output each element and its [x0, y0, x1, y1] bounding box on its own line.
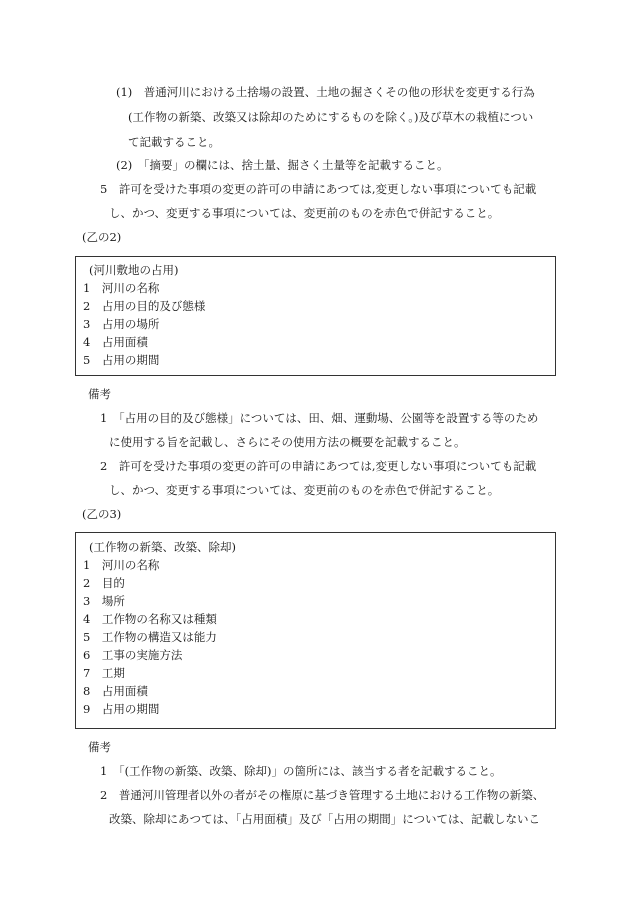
remark-1: 1 「(工作物の新築、改築、除却)」の箇所には、該当する者を記載すること。 — [100, 764, 502, 778]
box-title: (河川敷地の占用) — [89, 263, 179, 277]
form-item: 9 占用の期間 — [83, 702, 160, 716]
remark-2-line-2: 改築、除却にあつては、「占用面積」及び「占用の期間」については、記載しないこ — [109, 812, 541, 826]
note-5-line-2: し、かつ、変更する事項については、変更前のものを赤色で併記すること。 — [109, 206, 500, 220]
form-item: 1 河川の名称 — [83, 558, 160, 572]
item-1-line-3: て記載すること。 — [128, 135, 220, 149]
remark-1-line-2: に使用する旨を記載し、さらにその使用方法の概要を記載すること。 — [109, 435, 466, 449]
item-2: (2) 「摘要」の欄には、捨土量、掘さく土量等を記載すること。 — [116, 158, 449, 172]
form-item: 8 占用面積 — [83, 684, 148, 698]
form-item: 3 場所 — [83, 594, 125, 608]
section-heading-otsu-3: (乙の3) — [82, 507, 122, 521]
remark-2-line-1: 2 普通河川管理者以外の者がその権原に基づき管理する土地における工作物の新築、 — [100, 788, 545, 802]
form-item: 2 目的 — [83, 576, 125, 590]
remark-2-line-1: 2 許可を受けた事項の変更の許可の申請にあつては,変更しない事項についても記載 — [100, 459, 537, 473]
form-item: 5 占用の期間 — [83, 353, 160, 367]
item-1-line-1: (1) 普通河川における土捨場の設置、土地の掘さくその他の形状を変更する行為 — [116, 85, 535, 99]
item-1-line-2: (工作物の新築、改築又は除却のためにするものを除く。)及び草木の栽植につい — [128, 110, 534, 124]
form-box-river-land-occupancy — [75, 256, 556, 376]
form-item: 4 工作物の名称又は種類 — [83, 612, 217, 626]
form-item: 2 占用の目的及び態様 — [83, 299, 206, 313]
remark-1-line-1: 1 「占用の目的及び態様」については、田、畑、運動場、公園等を設置する等のため — [100, 411, 539, 425]
note-5-line-1: 5 許可を受けた事項の変更の許可の申請にあつては,変更しない事項についても記載 — [100, 182, 537, 196]
form-item: 7 工期 — [83, 666, 125, 680]
remarks-heading: 備考 — [88, 387, 111, 401]
form-item: 1 河川の名称 — [83, 281, 160, 295]
form-item: 3 占用の場所 — [83, 317, 160, 331]
form-box-structure-works — [75, 532, 556, 729]
form-item: 4 占用面積 — [83, 335, 148, 349]
form-item: 6 工事の実施方法 — [83, 648, 183, 662]
remarks-heading: 備考 — [88, 740, 111, 754]
section-heading-otsu-2: (乙の2) — [82, 230, 122, 244]
box-title: (工作物の新築、改築、除却) — [89, 540, 236, 554]
remark-2-line-2: し、かつ、変更する事項については、変更前のものを赤色で併記すること。 — [109, 483, 500, 497]
form-item: 5 工作物の構造又は能力 — [83, 630, 217, 644]
